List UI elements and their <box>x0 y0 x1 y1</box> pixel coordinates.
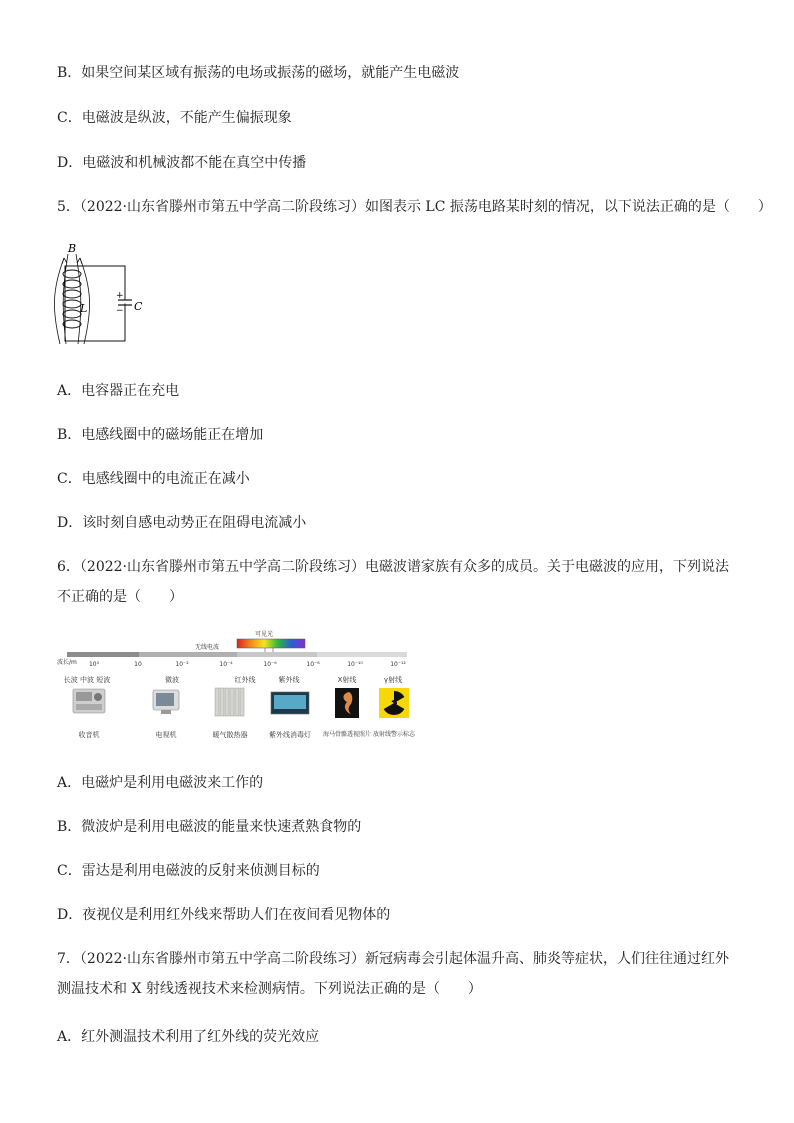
device-label: 海马骨骼透视照片 <box>322 731 372 738</box>
device-label: 紫外线消毒灯 <box>269 731 311 739</box>
capacitor-plus: + <box>116 291 124 301</box>
q6-option-d: D．夜视仪是利用红外线来帮助人们在夜间看见物体的 <box>57 907 391 923</box>
radiation-warning-icon <box>379 688 409 718</box>
band-label: 紫外线 <box>278 676 300 684</box>
q5-option-d: D．该时刻自感电动势正在阻碍电流减小 <box>57 515 307 531</box>
tick-label: 10³ <box>88 661 100 668</box>
radio-wave-label: 无线电波 <box>194 644 220 651</box>
visible-light-label: 可见光 <box>254 631 274 638</box>
q6-option-a: A．电磁炉是利用电磁波来工作的 <box>57 775 264 791</box>
q6-option-c: C．雷达是利用电磁波的反射来侦测目标的 <box>57 863 320 879</box>
tick-label: 10⁻² <box>175 661 189 668</box>
q4-option-c: C．电磁波是纵波，不能产生偏振现象 <box>57 110 292 126</box>
field-label: B <box>68 242 77 255</box>
radiator-icon <box>215 688 244 716</box>
tick-label: 10⁻⁴ <box>219 661 233 668</box>
q4-option-d: D．电磁波和机械波都不能在真空中传播 <box>57 155 307 171</box>
lc-circuit-figure <box>50 240 160 350</box>
magnetic-field-lines <box>54 254 89 344</box>
band-label: X射线 <box>337 676 357 684</box>
capacitor-label: C <box>134 300 143 313</box>
seahorse-xray-icon <box>335 688 359 718</box>
q5-option-b: B．电感线圈中的磁场能正在增加 <box>57 427 264 443</box>
tick-label: 10 <box>134 661 142 668</box>
device-label: 收音机 <box>78 731 100 739</box>
tick-label: 10⁻⁸ <box>306 661 320 668</box>
tick-label: 10⁻¹² <box>390 661 406 668</box>
visible-spectrum-bar <box>237 639 305 648</box>
axis-unit-label: 波长/m <box>57 659 77 666</box>
band-label: 微波 <box>165 676 179 684</box>
q7-stem: 7．（2022·山东省滕州市第五中学高二阶段练习）新冠病毒会引起体温升高、肺炎等症状，人们往往通过红外测温技术和 X 射线透视技术来检测病情。下列说法正确的是（ ） <box>57 951 729 997</box>
radio-icon <box>73 689 105 713</box>
q6-option-b: B．微波炉是利用电磁波的能量来快速煮熟食物的 <box>57 819 362 835</box>
device-label: 暖气散热器 <box>212 731 248 739</box>
q6-stem: 6．（2022·山东省滕州市第五中学高二阶段练习）电磁波谱家族有众多的成员。关于电磁波的应用，下列说法不正确的是（ ） <box>57 559 729 605</box>
inductor-coil <box>63 270 81 328</box>
wavelength-ticks <box>89 661 406 668</box>
device-label: 放射线警示标志 <box>372 731 416 738</box>
band-label: γ射线 <box>383 676 403 684</box>
q5-stem: 5．（2022·山东省滕州市第五中学高二阶段练习）如图表示 LC 振荡电路某时刻的情况，以下说法正确的是（ ） <box>57 199 772 215</box>
uv-lamp-icon <box>271 692 309 714</box>
tick-label: 10⁻¹⁰ <box>347 661 363 668</box>
tv-icon <box>153 690 179 714</box>
em-spectrum-figure <box>57 628 417 753</box>
q7-option-a: A．红外测温技术利用了红外线的荧光效应 <box>57 1029 320 1045</box>
device-label: 电视机 <box>155 731 177 739</box>
tick-label: 10⁻⁶ <box>263 661 277 668</box>
capacitor-minus: − <box>116 306 124 316</box>
band-label: 长波 中波 短波 <box>63 676 111 684</box>
q4-option-b: B．如果空间某区域有振荡的电场或振荡的磁场，就能产生电磁波 <box>57 65 460 81</box>
band-label: 红外线 <box>234 676 256 684</box>
inductor-label: L <box>80 302 88 315</box>
q5-option-a: A．电容器正在充电 <box>57 383 180 399</box>
q5-option-c: C．电感线圈中的电流正在减小 <box>57 471 250 487</box>
